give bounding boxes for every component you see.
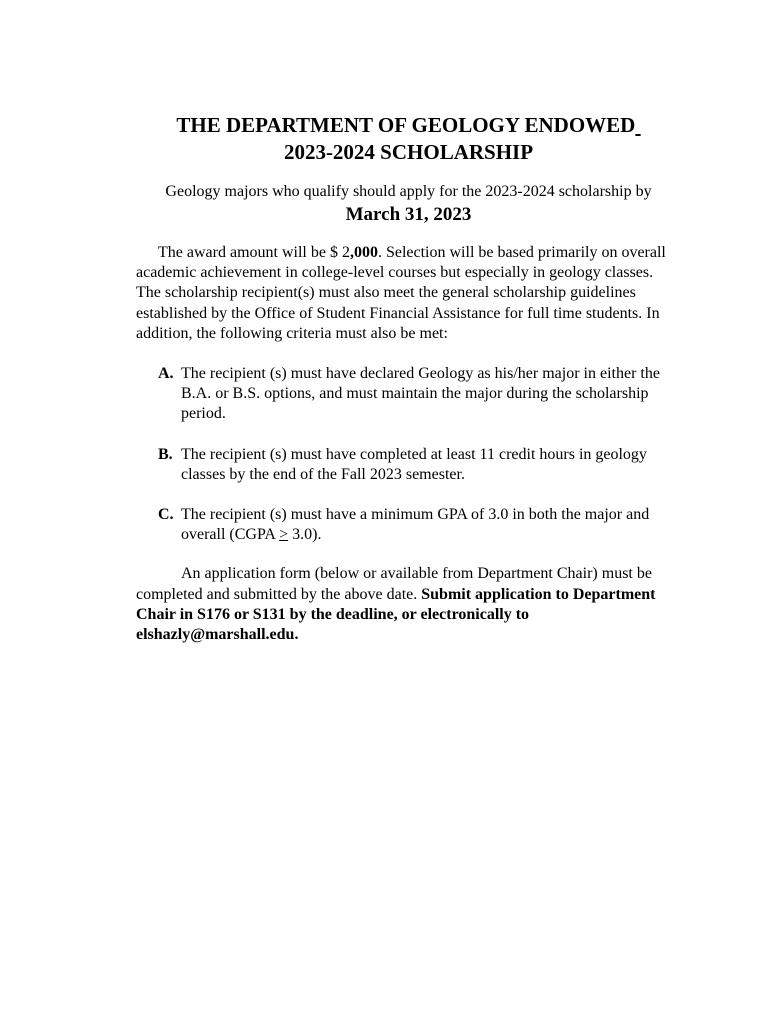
award-description: . Selection will be based primarily on overall academic achievement in college-level courses but especially in geology classes. The scholarship recipient(s) must also meet the general scholarship guidelines established by the Office of Student Financial Assistance for full time students. In addition, the following criteria must also be met: bbox=[136, 244, 666, 342]
criteria-text bbox=[181, 506, 649, 543]
criteria-item bbox=[136, 364, 681, 425]
closing-bold-text: Submit application to Department Chair in S176 or S131 by the deadline, or electronically to elshazly@marshall.edu. bbox=[136, 585, 656, 644]
award-paragraph bbox=[136, 243, 681, 344]
criteria-letter: A. bbox=[158, 365, 174, 383]
intro-text: Geology majors who qualify should apply for the 2023-2024 scholarship by bbox=[165, 183, 652, 200]
closing-normal-text: An application form (below or available from Department Chair) must be completed and submitted by the above date. bbox=[136, 565, 652, 603]
award-prefix: The award amount will be $ 2 bbox=[158, 244, 350, 261]
award-amount: ,000 bbox=[349, 244, 378, 261]
criteria-letter: C. bbox=[158, 506, 174, 524]
criteria-text-after: 3.0). bbox=[288, 526, 322, 544]
criteria-text-before: The recipient (s) must have a minimum GPA of 3.0 in both the major and overall (CGPA bbox=[181, 506, 650, 544]
document-title bbox=[136, 112, 681, 166]
criteria-item bbox=[136, 445, 681, 485]
title-line-2: 2023-2024 SCHOLARSHIP bbox=[283, 140, 534, 164]
title-line-1: THE DEPARTMENT OF GEOLOGY ENDOWED bbox=[176, 113, 636, 137]
greater-equal-symbol: > bbox=[279, 526, 289, 544]
title-underline-space bbox=[635, 113, 640, 137]
criteria-list bbox=[136, 364, 681, 545]
deadline-date: March 31, 2023 bbox=[345, 204, 472, 225]
criteria-letter: B. bbox=[158, 445, 173, 463]
criteria-item bbox=[136, 505, 681, 545]
criteria-text: The recipient (s) must have completed at least 11 credit hours in geology classes by the end of the Fall 2023 semester. bbox=[181, 445, 647, 483]
criteria-text: The recipient (s) must have declared Geology as his/her major in either the B.A. or B.S. options, and must maintain the major during the scholarship period. bbox=[181, 365, 660, 423]
scholarship-document bbox=[136, 112, 681, 645]
closing-paragraph bbox=[136, 564, 681, 645]
